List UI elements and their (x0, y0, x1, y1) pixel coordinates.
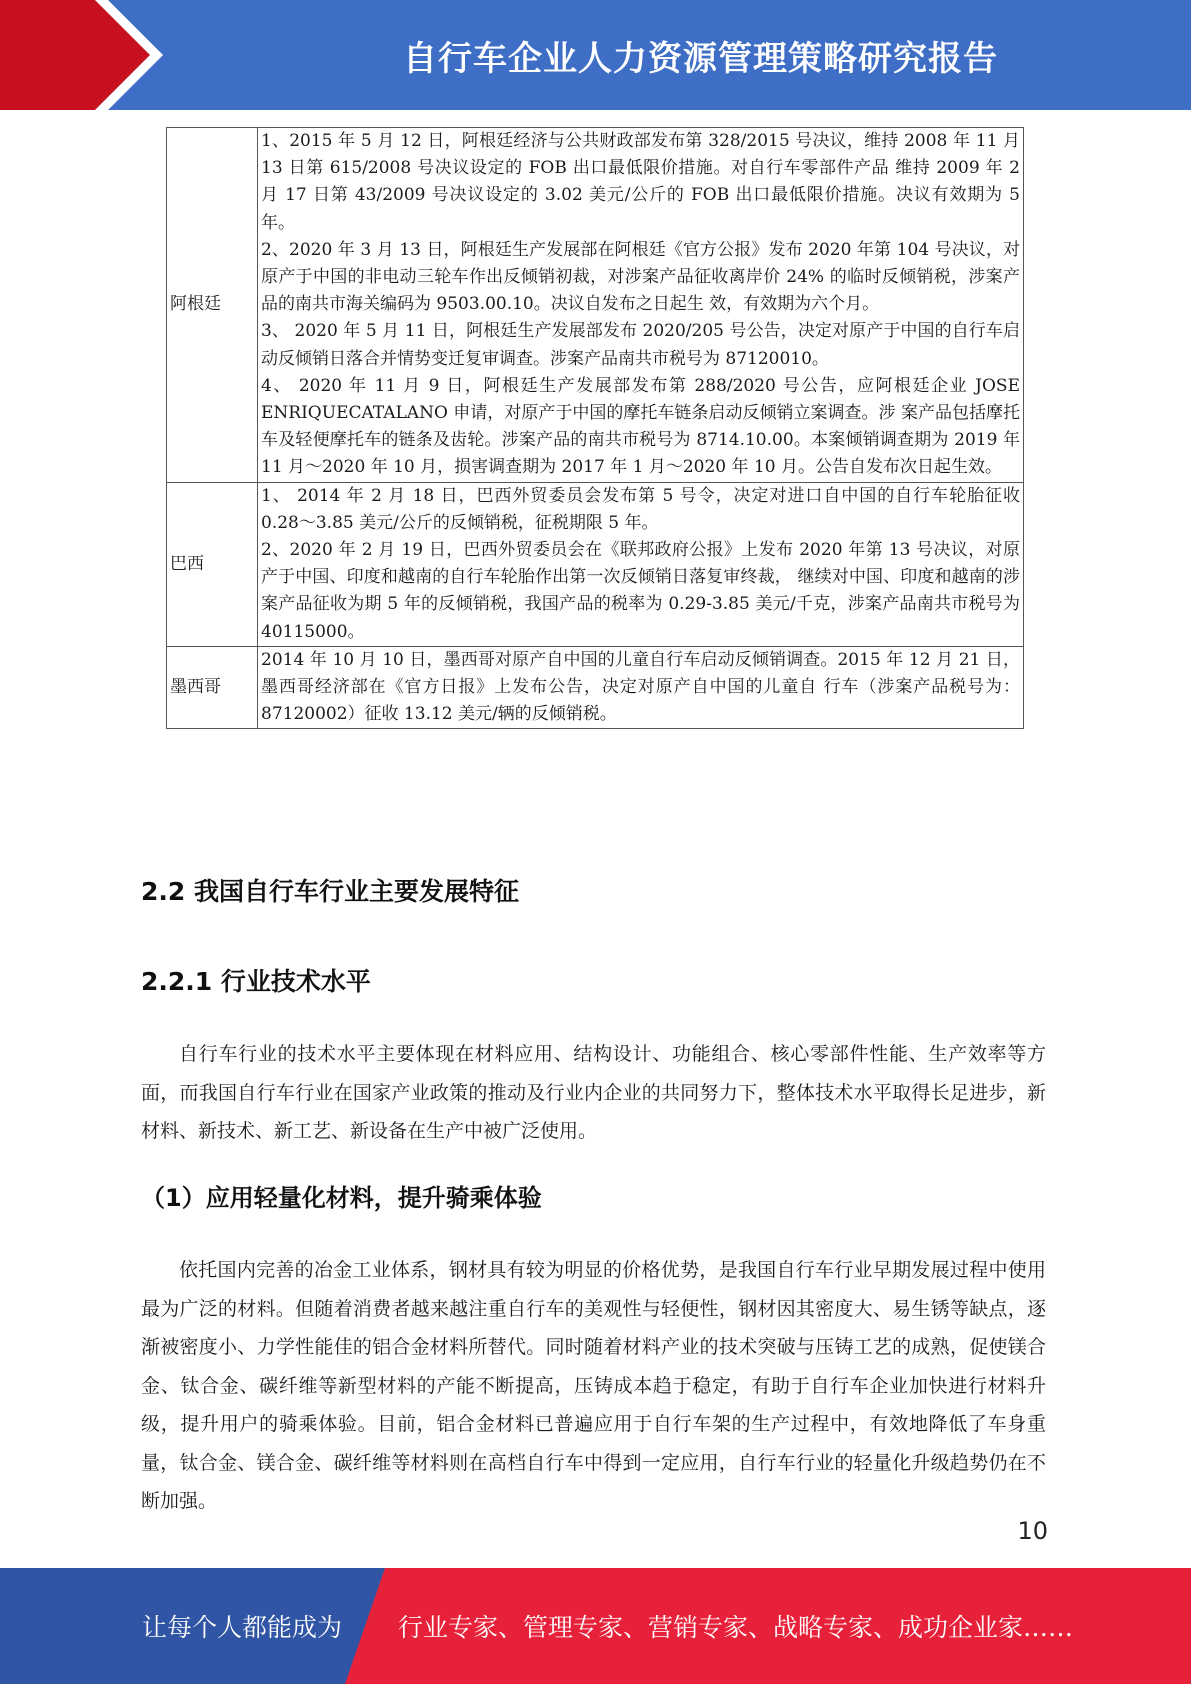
content-cell (258, 482, 1024, 646)
content-cell (258, 646, 1024, 729)
table-row (167, 482, 1024, 646)
page-header (0, 0, 1191, 110)
body-paragraph: 依托国内完善的冶金工业体系，钢材具有较为明显的价格优势，是我国自行车行业早期发展过程中使用最为广泛的材料。但随着消费者越来越注重自行车的美观性与轻便性，钢材因其密度大、易生锈等缺点，逐渐被密度小、力学性能佳的铝合金材料所替代。同时随着材料产业的技术突破与压铸工艺的成熟，促使镁合金、钛合金、碳纤维等新型材料的产能不断提高，压铸成本趋于稳定，有助于自行车企业加快进行材料升级，提升用户的骑乘体验。目前，铝合金材料已普遍应用于自行车架的生产过程中，有效地降低了车身重量，钛合金、镁合金、碳纤维等材料则在高档自行车中得到一定应用，自行车行业的轻量化升级趋势仍在不断加强。 (141, 1259, 1046, 1512)
content-cell (258, 128, 1024, 483)
point-heading: （1）应用轻量化材料，提升骑乘体验 (141, 1184, 542, 1212)
list-item: 3、 2020 年 5 月 11 日，阿根廷生产发展部发布 2020/205 号公告，决定对原产于中国的自行车启动反倾销日落合并情势变迁复审调查。涉案产品南共市税号为 87120010。 (261, 321, 1020, 369)
country-cell: 巴西 (167, 482, 258, 646)
page-footer (0, 1568, 1191, 1684)
section-heading: 2.2 我国自行车行业主要发展特征 (141, 877, 519, 906)
report-title: 自行车企业人力资源管理策略研究报告 (403, 38, 998, 79)
list-item: 2、2020 年 3 月 13 日，阿根廷生产发展部在阿根廷《官方公报》发布 2020 年第 104 号决议，对原产于中国的非电动三轮车作出反倾销初裁，对涉案产品征收离岸价 24% 的临时反倾销税，涉案产品的南共市海关编码为 9503.00.10。决议自发布之日起生 效，有效期为六个月。 (261, 239, 1020, 315)
list-item: 1、 2014 年 2 月 18 日，巴西外贸委员会发布第 5 号令，决定对进口自中国的自行车轮胎征收 0.28～3.85 美元/公斤的反倾销税，征税期限 5 年。 (261, 485, 1020, 533)
list-item: 1、2015 年 5 月 12 日，阿根廷经济与公共财政部发布第 328/2015 号决议，维持 2008 年 11 月 13 日第 615/2008 号决议设定的 FOB 出口最低限价措施。对自行车零部件产品 维持 2009 年 2 月 17 日第 43/2009 号决议设定的 3.02 美元/公斤的 FOB 出口最低限价措施。决议有效期为 5 年。 (261, 131, 1020, 233)
list-item: 4、 2020 年 11 月 9 日，阿根廷生产发展部发布第 288/2020 号公告，应阿根廷企业 JOSE ENRIQUECATALANO 申请，对原产于中国的摩托车链条启动反倾销立案调查。涉 案产品包括摩托车及轻便摩托车的链条及齿轮。涉案产品的南共市税号为 8714.10.00。本案倾销调查期为 2019 年 11 月～2020 年 10 月，损害调查期为 2017 年 1 月～2020 年 10 月。公告自发布次日起生效。 (261, 375, 1020, 478)
table-row (167, 646, 1024, 729)
list-item: 2014 年 10 月 10 日，墨西哥对原产自中国的儿童自行车启动反倾销调查。2015 年 12 月 21 日，墨西哥经济部在《官方日报》上发布公告，决定对原产自中国的儿童自 行车（涉案产品税号为：87120002）征收 13.12 美元/辆的反倾销税。 (261, 649, 1020, 725)
table-row (167, 128, 1024, 483)
body-paragraph: 自行车行业的技术水平主要体现在材料应用、结构设计、功能组合、核心零部件性能、生产效率等方面，而我国自行车行业在国家产业政策的推动及行业内企业的共同努力下，整体技术水平取得长足进步，新材料、新技术、新工艺、新设备在生产中被广泛使用。 (141, 1043, 1046, 1142)
subsection-heading: 2.2.1 行业技术水平 (141, 967, 371, 996)
antidumping-table (166, 127, 1024, 729)
country-cell: 阿根廷 (167, 128, 258, 483)
footer-slogan-left: 让每个人都能成为 (142, 1613, 343, 1642)
page-number: 10 (1017, 1517, 1048, 1545)
list-item: 2、2020 年 2 月 19 日，巴西外贸委员会在《联邦政府公报》上发布 2020 年第 13 号决议，对原产于中国、印度和越南的自行车轮胎作出第一次反倾销日落复审终裁， 继续对中国、印度和越南的涉案产品征收为期 5 年的反倾销税，我国产品的税率为 0.29-3.85 美元/千克，涉案产品南共市税号为 40115000。 (261, 540, 1020, 642)
country-cell: 墨西哥 (167, 646, 258, 729)
footer-slogan-right: 行业专家、管理专家、营销专家、战略专家、成功企业家…… (398, 1613, 1074, 1642)
header-red-arrow (0, 0, 150, 110)
